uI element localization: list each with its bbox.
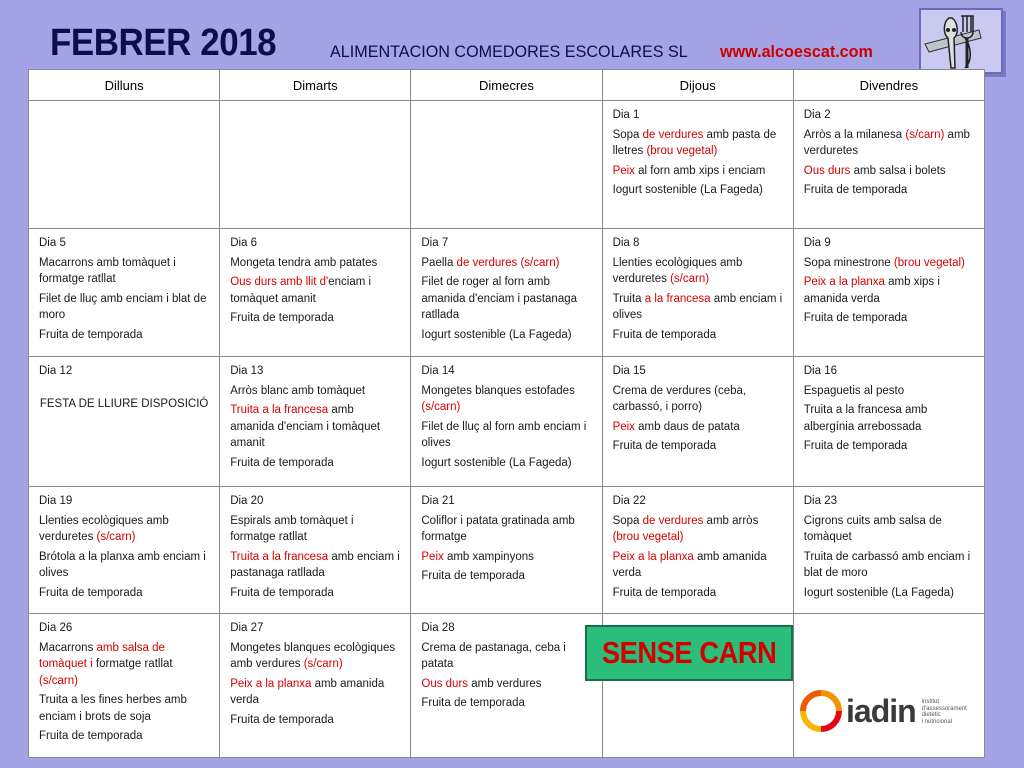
page-title: FEBRER 2018 <box>50 22 277 64</box>
dish-text: Fruita de temporada <box>421 697 525 709</box>
menu-day-cell <box>411 229 602 357</box>
dish-text: amb amanida verda <box>612 550 767 579</box>
dish-text: Truita de carbassó amb enciam i blat de moro <box>803 550 971 579</box>
menu-day-cell <box>793 357 984 487</box>
highlighted-text: de verdures <box>642 514 704 527</box>
dish-text: Filet de lluç al forn amb enciam i olives <box>421 420 587 449</box>
menu-day-cell <box>220 487 411 614</box>
day-label: Dia 16 <box>803 365 837 377</box>
dish-line <box>39 549 209 582</box>
dish-text: amb arròs <box>703 514 759 527</box>
highlighted-text: (s/carn) <box>96 531 136 543</box>
sense-carn-label: SENSE CARN <box>601 635 777 670</box>
dish-text: Iogurt sostenible (La Fageda) <box>612 184 763 196</box>
dish-text: Filet de lluç amb enciam i blat de moro <box>39 292 207 321</box>
week-row <box>29 487 985 614</box>
highlighted-text: (brou vegetal) <box>612 531 684 543</box>
dish-text: amb daus de patata <box>634 420 740 433</box>
dish-line <box>804 549 974 582</box>
dish-line <box>613 163 783 180</box>
highlighted-text: (s/carn) <box>905 128 945 141</box>
dish-text: Iogurt sostenible (La Fageda) <box>803 586 954 599</box>
dish-line <box>421 640 591 673</box>
dish-line <box>39 327 209 344</box>
dish-line <box>804 274 974 307</box>
menu-day-cell <box>602 487 793 614</box>
dish-text: Truita a la francesa amb albergínia arrebossada <box>803 404 928 433</box>
day-label: Dia 20 <box>230 495 264 507</box>
highlighted-text: Ous durs <box>803 164 851 177</box>
dish-text: Iogurt sostenible (La Fageda) <box>421 328 572 341</box>
dish-text: Paella <box>421 256 457 269</box>
menu-day-cell <box>411 614 602 758</box>
dish-text: amb verduretes <box>803 128 970 157</box>
highlighted-text: Peix a la planxa <box>230 677 312 690</box>
dish-line <box>613 438 783 455</box>
menu-day-cell <box>602 229 793 357</box>
dish-line <box>804 182 974 199</box>
dish-text: Crema de pastanaga, ceba i patata <box>421 641 566 670</box>
dish-text: Arròs a la milanesa <box>803 128 906 141</box>
iadin-subtitle-line: institut <box>921 699 940 705</box>
dish-text: enciam i tomàquet amanit <box>230 276 372 305</box>
dish-line <box>230 585 400 602</box>
dish-line <box>613 419 783 436</box>
day-label: Dia 12 <box>39 365 73 377</box>
dish-text: Fruita de temporada <box>230 456 334 469</box>
menu-day-cell <box>220 614 411 758</box>
dish-text: Llenties ecològiques amb verduretes <box>612 256 743 285</box>
dish-text: Coliflor i patata gratinada amb formatge <box>421 514 575 543</box>
dish-line <box>39 291 209 324</box>
dish-line <box>613 383 783 416</box>
dish-text: Brótola a la planxa amb enciam i olives <box>39 550 206 579</box>
iadin-subtitle-line: dietètic <box>921 712 941 718</box>
dish-text: Cigrons cuits amb salsa de tomàquet <box>803 514 942 543</box>
dish-text: amb amanida verda <box>230 677 385 706</box>
dish-text: formatge ratllat <box>92 658 173 670</box>
highlighted-text: (s/carn) <box>39 674 78 687</box>
dish-text: Sopa <box>612 128 643 141</box>
dish-line <box>421 549 591 566</box>
dish-text: Espirals amb tomàquet i formatge ratllat <box>230 514 354 543</box>
company-name: ALIMENTACION COMEDORES ESCOLARES SL <box>330 42 688 61</box>
dish-line <box>421 419 591 452</box>
dish-line <box>230 640 400 673</box>
dish-line <box>613 255 783 288</box>
iadin-subtitle-line: d'assessorament <box>921 705 967 712</box>
dish-line <box>421 695 591 712</box>
day-label: Dia 13 <box>230 365 264 377</box>
day-label: Dia 23 <box>803 495 837 507</box>
sense-carn-badge <box>585 625 793 681</box>
week-row <box>29 614 985 758</box>
dish-line <box>421 327 591 344</box>
dish-text: FESTA DE LLIURE DISPOSICIÓ <box>39 397 209 410</box>
week-row <box>29 229 985 357</box>
dish-text: Sopa minestrone <box>803 256 894 269</box>
day-label: Dia 9 <box>803 237 831 249</box>
dish-text: amb enciam i olives <box>612 292 783 321</box>
iadin-wordmark: iadin <box>846 692 916 729</box>
dish-text: amb amanida d'enciam i tomàquet amanit <box>230 404 381 449</box>
dish-line <box>230 274 400 307</box>
dish-line <box>230 513 400 546</box>
dish-line <box>804 383 974 400</box>
dish-line <box>230 255 400 272</box>
dish-line <box>804 127 974 160</box>
iadin-logo <box>800 688 984 734</box>
dish-text: amb salsa i bolets <box>850 164 946 177</box>
highlighted-text: Truita a la francesa <box>230 404 329 416</box>
dish-line <box>804 513 974 546</box>
menu-day-cell <box>220 357 411 487</box>
dish-text: Fruita de temporada <box>803 184 908 196</box>
highlighted-text: de verdures <box>642 128 704 141</box>
day-label: Dia 8 <box>612 237 640 249</box>
week-row <box>29 101 985 229</box>
cutlery-icon <box>919 8 1003 74</box>
weekday-header: Dilluns <box>29 70 220 101</box>
menu-day-cell <box>602 101 793 229</box>
dish-text: Mongetes blanques ecològiques amb verdures <box>230 641 396 670</box>
menu-day-cell <box>29 101 220 229</box>
day-label: Dia 7 <box>421 237 449 249</box>
iadin-subtitle <box>922 699 967 725</box>
dish-line <box>39 255 209 288</box>
dish-line <box>613 585 783 602</box>
dish-line <box>804 585 974 602</box>
day-label: Dia 26 <box>39 622 73 634</box>
dish-text: al forn amb xips i enciam <box>634 164 766 177</box>
weekday-header-row <box>29 70 985 101</box>
dish-text: Filet de roger al forn amb amanida d'enciam i pastanaga ratllada <box>421 276 578 321</box>
dish-text: Crema de verdures (ceba, carbassó, i porro) <box>612 384 747 413</box>
dish-text: Espaguetis al pesto <box>803 384 905 397</box>
dish-line <box>230 402 400 452</box>
dish-text: amb pasta de lletres <box>612 128 777 157</box>
dish-line <box>421 676 591 693</box>
dish-text: Fruita de temporada <box>230 586 334 599</box>
dish-text: Arròs blanc amb tomàquet <box>230 384 366 397</box>
day-label: Dia 21 <box>421 495 455 507</box>
dish-line <box>804 438 974 455</box>
dish-line <box>421 513 591 546</box>
dish-text: amb xampinyons <box>443 550 534 563</box>
highlighted-text: Truita a la francesa <box>230 550 329 563</box>
dish-text: Fruita de temporada <box>612 328 717 341</box>
dish-text: Sopa <box>612 514 643 527</box>
highlighted-text: Peix <box>421 550 444 563</box>
menu-day-cell <box>411 101 602 229</box>
dish-line <box>804 163 974 180</box>
dish-text: amb enciam i pastanaga ratllada <box>230 550 400 579</box>
day-label: Dia 28 <box>421 622 455 634</box>
dish-line <box>39 513 209 546</box>
dish-text: Fruita de temporada <box>421 570 525 582</box>
menu-day-cell <box>793 487 984 614</box>
day-label: Dia 2 <box>803 109 831 121</box>
dish-line <box>230 549 400 582</box>
dish-line <box>39 640 209 690</box>
highlighted-text: (s/carn) <box>421 401 461 413</box>
highlighted-text: Ous durs <box>421 677 469 690</box>
dish-text: Fruita de temporada <box>230 312 334 324</box>
dish-line <box>421 455 591 472</box>
dish-text: Fruita de temporada <box>612 440 717 452</box>
dish-line <box>804 255 974 272</box>
dish-line <box>613 513 783 546</box>
menu-day-cell <box>411 487 602 614</box>
day-label: Dia 14 <box>421 365 455 377</box>
dish-text: Truita <box>612 292 645 305</box>
website-link[interactable]: www.alcoescat.com <box>720 42 873 61</box>
dish-line <box>39 585 209 602</box>
week-row <box>29 357 985 487</box>
dish-text: amb xips i amanida verda <box>803 276 940 305</box>
dish-line <box>39 692 209 725</box>
dish-text: Macarrons <box>39 641 97 654</box>
day-label: Dia 5 <box>39 237 66 249</box>
weekday-header: Dijous <box>602 70 793 101</box>
dish-line <box>39 728 209 745</box>
dish-text: Llenties ecològiques amb verduretes <box>39 514 169 543</box>
dish-text: Truita a les fines herbes amb enciam i brots de soja <box>39 694 187 723</box>
dish-line <box>230 455 400 472</box>
dish-line <box>613 127 783 160</box>
highlighted-text: (brou vegetal) <box>893 256 965 269</box>
dish-line <box>230 676 400 709</box>
dish-line <box>230 310 400 327</box>
day-label: Dia 27 <box>230 622 264 634</box>
highlighted-text: a la francesa <box>644 292 711 305</box>
day-label: Dia 22 <box>612 495 646 507</box>
iadin-logo-icon <box>800 690 842 732</box>
highlighted-text: de verdures (s/carn) <box>456 256 560 269</box>
day-label: Dia 19 <box>39 495 73 507</box>
menu-day-cell <box>602 357 793 487</box>
highlighted-text: amb salsa de tomàquet i <box>39 641 165 670</box>
weekday-header: Divendres <box>793 70 984 101</box>
dish-text: Fruita de temporada <box>39 328 143 341</box>
highlighted-text: (s/carn) <box>670 273 710 285</box>
highlighted-text: Peix <box>612 420 635 433</box>
menu-day-cell <box>411 357 602 487</box>
dish-line <box>804 402 974 435</box>
day-label: Dia 1 <box>612 109 640 121</box>
dish-text: Fruita de temporada <box>803 312 908 324</box>
highlighted-text: (brou vegetal) <box>646 145 718 157</box>
dish-line <box>613 291 783 324</box>
dish-text: Fruita de temporada <box>803 440 908 452</box>
dish-line <box>421 568 591 585</box>
dish-line <box>230 712 400 729</box>
highlighted-text: Ous durs amb llit d' <box>230 276 329 288</box>
weekday-header: Dimarts <box>220 70 411 101</box>
menu-day-cell <box>29 357 220 487</box>
iadin-subtitle-line: i nutricional <box>921 718 953 725</box>
dish-line <box>804 310 974 327</box>
dish-line <box>613 327 783 344</box>
dish-line <box>39 396 209 413</box>
menu-day-cell <box>29 614 220 758</box>
menu-day-cell <box>29 487 220 614</box>
dish-text: Mongetes blanques estofades <box>421 384 575 397</box>
highlighted-text: Peix a la planxa <box>612 550 694 563</box>
dish-line <box>613 182 783 199</box>
day-label: Dia 15 <box>612 365 646 377</box>
dish-text: Mongeta tendra amb patates <box>230 256 378 269</box>
menu-day-cell <box>29 229 220 357</box>
dish-text: Fruita de temporada <box>39 730 143 742</box>
dish-text: amb verdures <box>468 677 542 690</box>
menu-day-cell <box>793 101 984 229</box>
menu-day-cell <box>220 229 411 357</box>
dish-line <box>230 383 400 400</box>
dish-line <box>421 274 591 324</box>
menu-table <box>28 69 985 758</box>
menu-day-cell <box>793 614 984 758</box>
dish-text: Macarrons amb tomàquet i formatge ratllat <box>39 256 176 285</box>
menu-day-cell <box>220 101 411 229</box>
highlighted-text: (s/carn) <box>303 658 343 670</box>
dish-line <box>421 255 591 272</box>
highlighted-text: Peix a la planxa <box>803 276 885 288</box>
dish-text: Fruita de temporada <box>39 586 143 599</box>
dish-text: Iogurt sostenible (La Fageda) <box>421 456 572 469</box>
dish-text: Fruita de temporada <box>612 586 717 599</box>
highlighted-text: Peix <box>612 164 635 177</box>
dish-line <box>613 549 783 582</box>
dish-text: Fruita de temporada <box>230 713 334 726</box>
dish-line <box>421 383 591 416</box>
day-label: Dia 6 <box>230 237 258 249</box>
menu-day-cell <box>793 229 984 357</box>
weekday-header: Dimecres <box>411 70 602 101</box>
